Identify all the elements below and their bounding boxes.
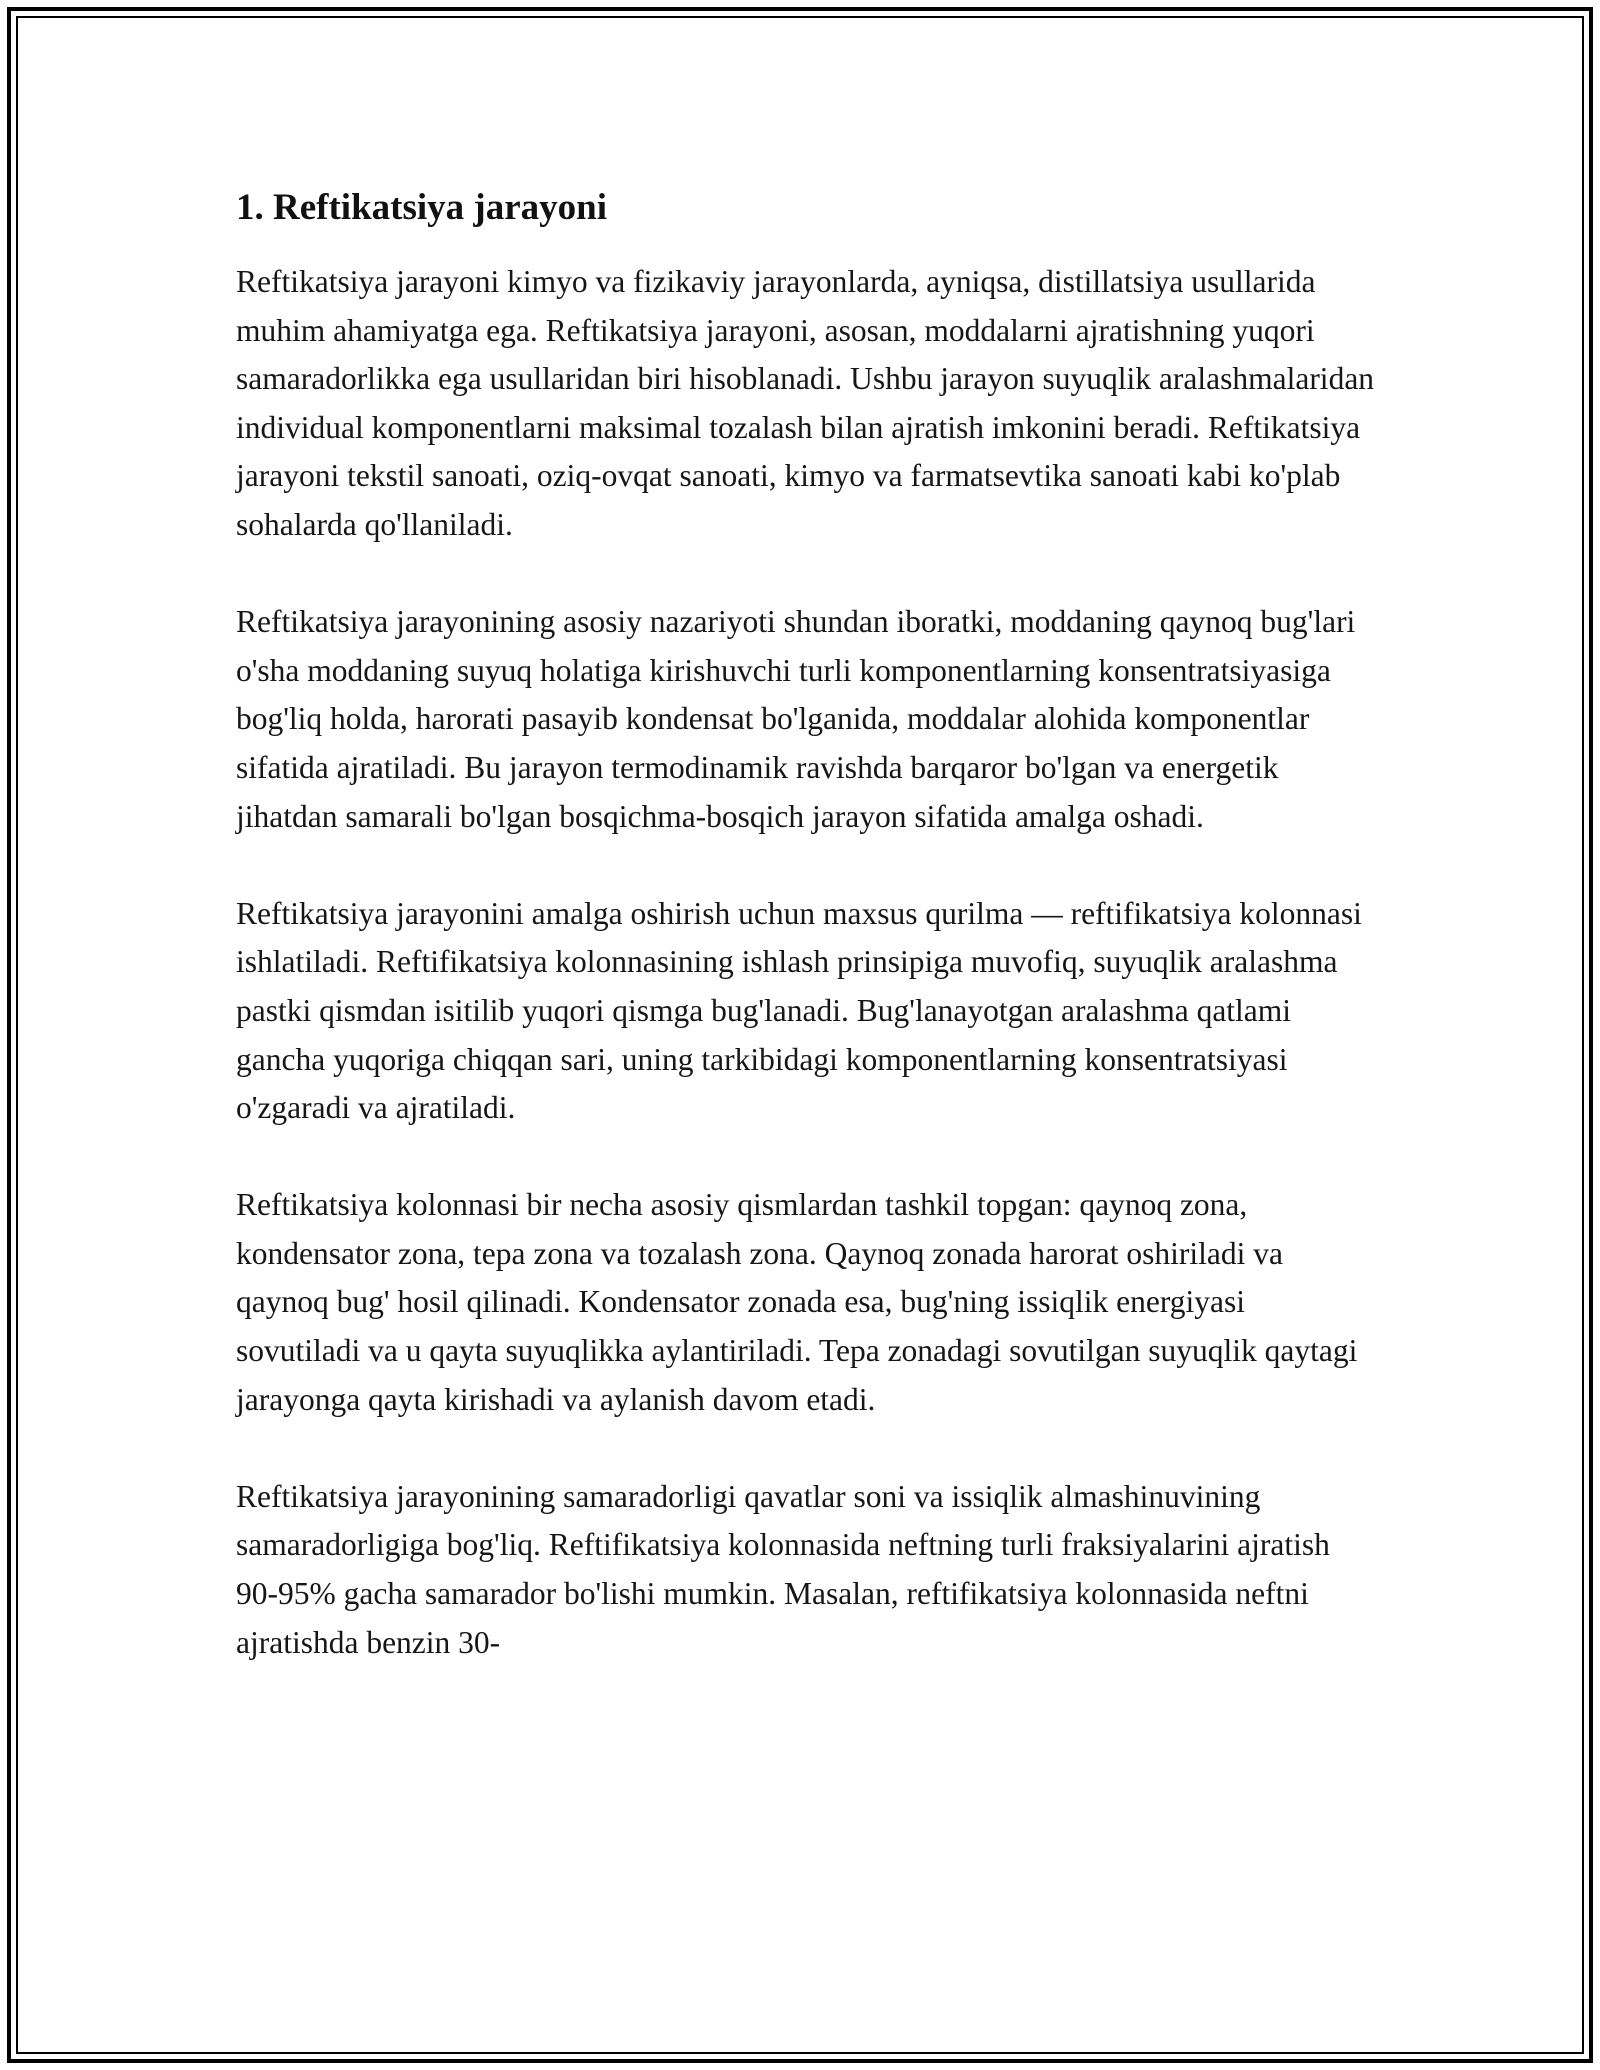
section-heading: 1. Reftikatsiya jarayoni (236, 187, 607, 228)
paragraph-theory: Reftikatsiya jarayonining asosiy nazariyoti shundan iboratki, moddaning qaynoq bug'lari o'sha moddaning suyuq holatiga kirishuvchi turli komponentlarning konsentratsiyasiga bog'liq holda, harorati pasayib kondensat bo'lganida, moddalar alohida komponentlar sifatida ajratiladi. Bu jarayon termodinamik ravishda barqaror bo'lgan va energetik jihatdan samarali bo'lgan bosqichma-bosqich jarayon sifatida amalga oshadi. (236, 604, 1356, 834)
paragraph-intro: Reftikatsiya jarayoni kimyo va fizikaviy jarayonlarda, ayniqsa, distillatsiya usullarida muhim ahamiyatga ega. Reftikatsiya jarayoni, asosan, moddalarni ajratishning yuqori samaradorlikka ega usullaridan biri hisoblanadi. Ushbu jarayon suyuqlik aralashmalaridan individual komponentlarni maksimal tozalash bilan ajratish imkonini beradi. Reftikatsiya jarayoni tekstil sanoati, oziq-ovqat sanoati, kimyo va farmatsevtika sanoati kabi ko'plab sohalarda qo'llaniladi. (236, 264, 1375, 542)
paragraph-column-parts: Reftikatsiya kolonnasi bir necha asosiy qismlardan tashkil topgan: qaynoq zona, kondensator zona, tepa zona va tozalash zona. Qaynoq zonada harorat oshiriladi va qaynoq bug' hosil qilinadi. Kondensator zonada esa, bug'ning issiqlik energiyasi sovutiladi va u qayta suyuqlikka aylantiriladi. Tepa zonadagi sovutilgan suyuqlik qaytagi jarayonga qayta kirishadi va aylanish davom etadi. (236, 1187, 1358, 1417)
paragraph-column: Reftikatsiya jarayonini amalga oshirish uchun maxsus qurilma — reftifikatsiya kolonnasi ishlatiladi. Reftifikatsiya kolonnasining ishlash prinsipiga muvofiq, suyuqlik aralashma pastki qismdan isitilib yuqori qismga bug'lanadi. Bug'lanayotgan aralashma qatlami gancha yuqoriga chiqqan sari, uning tarkibidagi komponentlarning konsentratsiyasi o'zgaradi va ajratiladi. (236, 895, 1362, 1126)
document-body (236, 184, 1376, 1716)
paragraph-efficiency: Reftikatsiya jarayonining samaradorligi qavatlar soni va issiqlik almashinuvining samaradorligiga bog'liq. Reftifikatsiya kolonnasida neftning turli fraksiyalarini ajratish 90-95% gacha samarador bo'lishi mumkin. Masalan, reftifikatsiya kolonnasida neftni ajratishda benzin 30- (236, 1478, 1330, 1660)
